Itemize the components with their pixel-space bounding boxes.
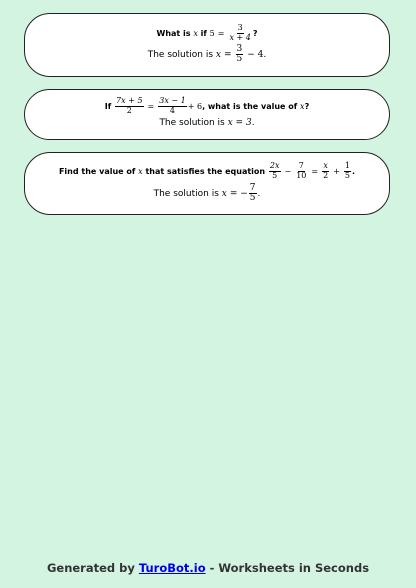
- footer-prefix: Generated by: [46, 561, 139, 575]
- answer-text: .: [263, 49, 267, 60]
- question-text: Find the value of: [58, 166, 136, 176]
- question-2: [25, 97, 389, 116]
- question-text: .: [352, 166, 356, 176]
- problem-card-3: [24, 152, 390, 215]
- math-var: x: [215, 49, 221, 60]
- fraction-denominator: 5: [236, 54, 243, 65]
- math-term: − 4: [247, 49, 264, 60]
- turobot-link[interactable]: TuroBot.io: [138, 561, 206, 575]
- fraction-denominator: 10: [296, 170, 307, 180]
- math-fraction: [269, 162, 281, 181]
- problem-card-2: [24, 89, 390, 140]
- fraction-numerator: 3: [236, 43, 243, 54]
- math-operator: +: [333, 166, 340, 176]
- fraction-numerator: 2x: [269, 161, 280, 170]
- math-fraction: [295, 162, 307, 181]
- math-operator: =: [223, 49, 232, 60]
- fraction-numerator: 7x + 5: [116, 96, 143, 105]
- fraction-denominator: 5: [272, 170, 278, 180]
- fraction-numerator: 1: [344, 161, 350, 170]
- question-text: ?: [252, 28, 258, 38]
- math-fraction: [322, 162, 329, 181]
- math-operator: =: [147, 101, 155, 111]
- question-3: [25, 162, 389, 181]
- answer-3: [25, 184, 389, 205]
- math-var: x: [300, 101, 305, 111]
- question-text: that satisfies the equation: [145, 166, 266, 176]
- answer-1: [25, 45, 389, 66]
- math-number: 5: [209, 28, 215, 38]
- math-var: x: [138, 166, 143, 176]
- footer: [0, 561, 416, 575]
- answer-text: The solution is: [153, 188, 219, 199]
- answer-2: [25, 118, 389, 128]
- question-1: [25, 24, 389, 43]
- math-var: x: [221, 188, 227, 199]
- math-fraction: [249, 184, 257, 205]
- problem-card-1: [24, 13, 390, 77]
- answer-text: .: [251, 117, 255, 128]
- fraction-denominator: 4: [169, 105, 176, 115]
- math-fraction: [236, 45, 244, 66]
- answer-text: .: [257, 188, 261, 199]
- math-operator: =: [311, 166, 319, 176]
- math-operator: −: [284, 166, 292, 176]
- answer-text: The solution is: [159, 117, 225, 128]
- question-text: What is: [156, 28, 191, 38]
- question-text: if: [200, 28, 207, 38]
- math-expression: x = 3: [227, 117, 252, 128]
- math-operator: = −: [229, 188, 248, 199]
- math-var: x: [193, 28, 198, 38]
- fraction-numerator: x: [323, 161, 328, 170]
- math-operator: =: [217, 28, 225, 38]
- fraction-numerator: 7: [298, 161, 304, 170]
- fraction-numerator: 7: [249, 182, 256, 193]
- math-fraction: [228, 24, 251, 43]
- math-term: + 6: [187, 101, 203, 111]
- fraction-numerator: 3: [237, 23, 243, 32]
- footer-suffix: - Worksheets in Seconds: [205, 561, 370, 575]
- fraction-numerator: 3x − 1: [159, 96, 186, 105]
- math-fraction: [344, 162, 351, 181]
- answer-text: The solution is: [147, 49, 214, 60]
- fraction-denominator: x + 4: [229, 32, 251, 42]
- math-fraction: [115, 97, 143, 116]
- question-text: ?: [304, 101, 310, 111]
- question-text: , what is the value of: [202, 101, 298, 111]
- fraction-denominator: 5: [344, 170, 350, 180]
- question-text: If: [104, 101, 112, 111]
- math-fraction: [158, 97, 186, 116]
- fraction-denominator: 2: [323, 170, 329, 180]
- fraction-denominator: 2: [126, 105, 132, 115]
- fraction-denominator: 5: [249, 193, 256, 204]
